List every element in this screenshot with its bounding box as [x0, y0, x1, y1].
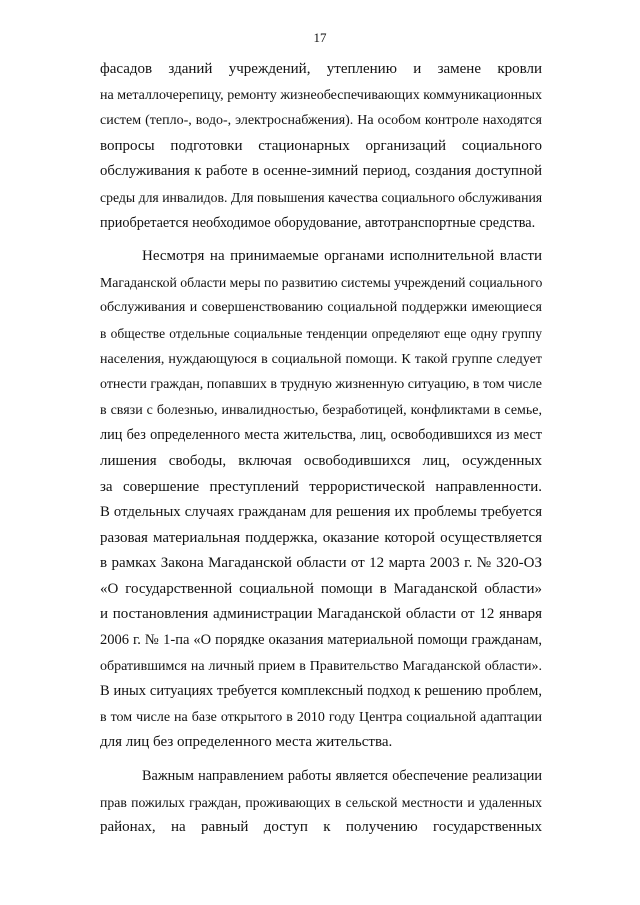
page-number: 17	[313, 30, 327, 45]
text-line: для лиц без определенного места жительства.	[100, 734, 393, 751]
text-line: 2006 г. № 1-па «О порядке оказания материальной помощи гражданам,	[100, 632, 542, 649]
text-line: в рамках Закона Магаданской области от 12 марта 2003 г. № 320-ОЗ	[100, 555, 542, 572]
text-line: В отдельных случаях гражданам для решения их проблемы требуется	[100, 504, 542, 521]
text-line: Несмотря на принимаемые органами исполнительной власти	[142, 248, 542, 265]
text-line: прав пожилых граждан, проживающих в сельской местности и удаленных	[100, 794, 542, 810]
text-line: на металлочерепицу, ремонту жизнеобеспечивающих коммуникационных	[100, 87, 542, 103]
paragraph-2	[100, 244, 542, 756]
text-line: лиц без определенного места жительства, лиц, освободившихся из мест	[100, 427, 542, 444]
text-line: в обществе отдельные социальные тенденции определяют еще одну группу	[100, 325, 542, 341]
text-line: обратившимся на личный прием в Правительство Магаданской области».	[100, 658, 542, 674]
text-line: Важным направлением работы является обеспечение реализации	[142, 768, 542, 785]
text-line: отнести граждан, попавших в трудную жизненную ситуацию, в том числе	[100, 377, 542, 393]
text-line: приобретается необходимое оборудование, автотранспортные средства.	[100, 214, 536, 231]
paragraph-3	[100, 764, 542, 841]
text-line: в том числе на базе открытого в 2010 году Центра социальной адаптации	[100, 709, 542, 725]
text-line: вопросы подготовки стационарных организаций социального	[100, 137, 542, 154]
text-line: населения, нуждающуюся в социальной помощи. К такой группе следует	[100, 351, 542, 367]
text-line: и постановления администрации Магаданской области от 12 января	[100, 606, 542, 623]
text-line: среды для инвалидов. Для повышения качества социального обслуживания	[100, 189, 543, 205]
text-line: за совершение преступлений террористической направленности.	[100, 478, 542, 495]
body-text	[100, 57, 542, 841]
text-line: В иных ситуациях требуется комплексный подход к решению проблем,	[100, 683, 542, 700]
text-line: систем (тепло-, водо-, электроснабжения). На особом контроле находятся	[100, 113, 542, 129]
text-line: разовая материальная поддержка, оказание которой осуществляется	[100, 529, 542, 546]
text-line: «О государственной социальной помощи в Магаданской области»	[100, 580, 542, 597]
text-line: районах, на равный доступ к получению государственных	[100, 819, 542, 836]
text-line: обслуживания к работе в осенне-зимний период, создания доступной	[100, 163, 542, 180]
text-line: лишения свободы, включая освободившихся лиц, осужденных	[100, 452, 542, 469]
paragraph-1	[100, 57, 542, 236]
text-line: обслуживания и совершенствованию социальной поддержки имеющиеся	[100, 300, 542, 316]
text-line: фасадов зданий учреждений, утеплению и замене кровли	[100, 61, 542, 77]
text-line: Магаданской области меры по развитию системы учреждений социального	[100, 274, 543, 290]
text-line: в связи с болезнью, инвалидностью, безработицей, конфликтами в семье,	[100, 402, 542, 418]
